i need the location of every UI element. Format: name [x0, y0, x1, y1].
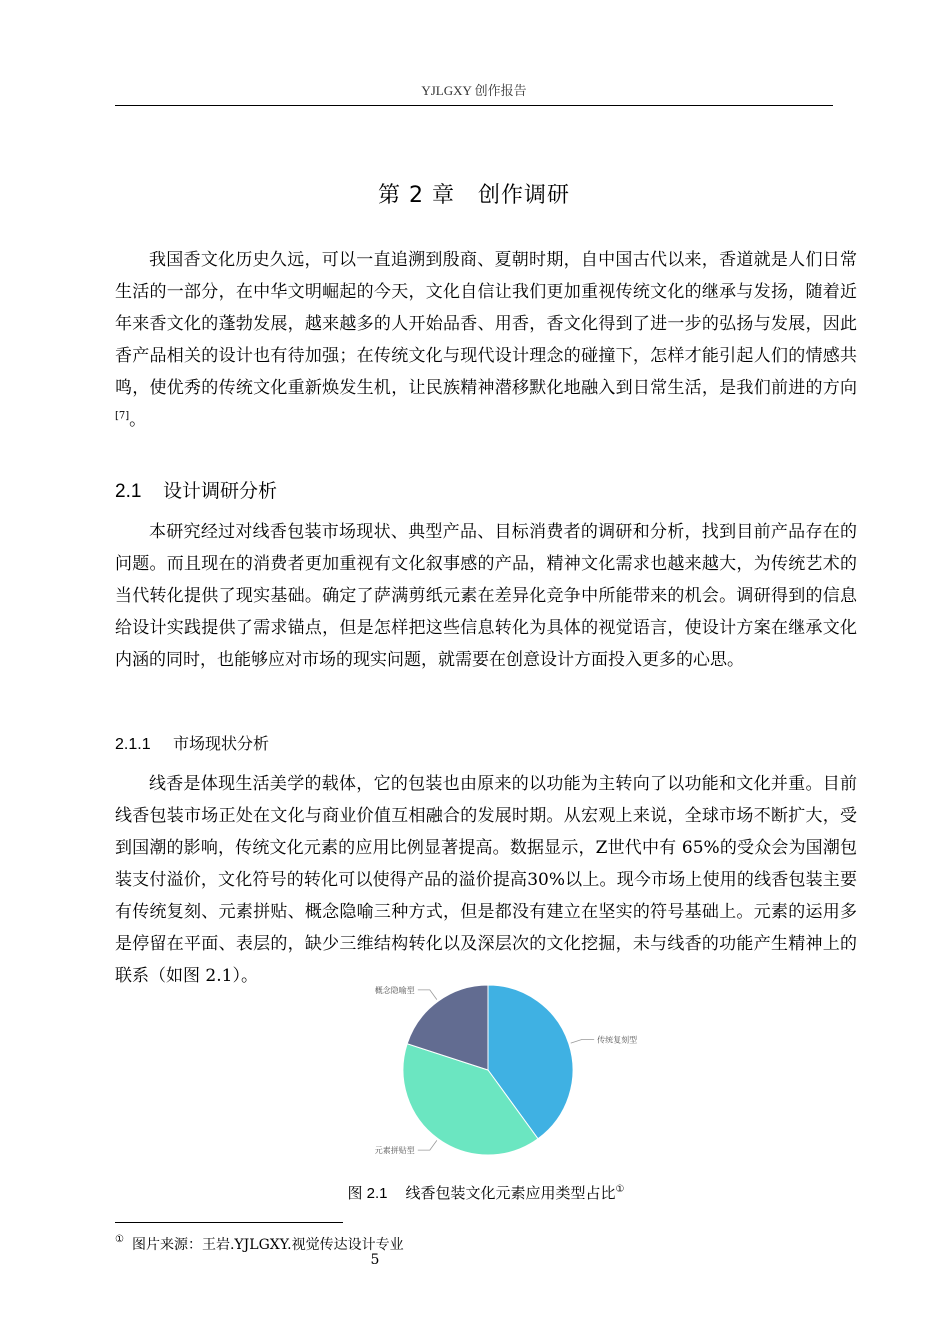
section-title: 设计调研分析: [163, 480, 278, 502]
pie-leader-line-2: [418, 990, 437, 1000]
pie-leader-line-0: [571, 1039, 594, 1043]
figure-caption: [115, 1182, 857, 1203]
footnote-text: 图片来源：王岩.YJLGXY.视觉传达设计专业: [131, 1237, 404, 1253]
subsection-heading: [115, 731, 269, 754]
pie-label-2: 概念隐喻型: [374, 985, 415, 995]
footnote-divider: [115, 1222, 343, 1223]
intro-tail: 。: [129, 410, 147, 430]
pie-leader-line-1: [418, 1140, 437, 1150]
subsection-number: 2.1.1: [115, 736, 151, 753]
running-header: YJLGXY 创作报告: [421, 83, 527, 98]
intro-text: 我国香文化历史久远，可以一直追溯到殷商、夏朝时期，自中国古代以来，香道就是人们日常生活的一部分，在中华文明崛起的今天，文化自信让我们更加重视传统文化的继承与发扬，随着近年来香文化的蓬勃发展，越来越多的人开始品香、用香，香文化得到了进一步的弘扬与发展，因此香产品相关的设计也有待加强；在传统文化与现代设计理念的碰撞下，怎样才能引起人们的情感共鸣，使优秀的传统文化重新焕发生机，让民族精神潜移默化地融入到日常生活，是我们前进的方向: [115, 250, 857, 398]
pie-label-0: 传统复刻型: [597, 1035, 638, 1045]
subsection-title: 市场现状分析: [173, 734, 270, 753]
pie-chart: [355, 982, 675, 1162]
chapter-title: 第 2 章 创作调研: [378, 183, 570, 208]
header-divider: [115, 105, 833, 106]
page-number: 5: [370, 1252, 380, 1268]
figure-footnote-mark[interactable]: ①: [615, 1184, 625, 1195]
pie-label-1: 元素拼贴型: [374, 1146, 415, 1156]
figure-number: 图 2.1: [347, 1185, 388, 1202]
subsection-paragraph: 线香是体现生活美学的载体，它的包装也由原来的以功能为主转向了以功能和文化并重。目前线香包装市场正处在文化与商业价值互相融合的发展时期。从宏观上来说，全球市场不断扩大，受到国潮的影响，传统文化元素的应用比例显著提高。数据显示，Z世代中有 65%的受众会为国潮包装支付溢价，文化符号的转化可以使得产品的溢价提高30%以上。现今市场上使用的线香包装主要有传统复刻、元素拼贴、概念隐喻三种方式，但是都没有建立在坚实的符号基础上。元素的运用多是停留在平面、表层的，缺少三维结构转化以及深层次的文化挖掘，未与线香的功能产生精神上的联系（如图 2.1）。: [115, 774, 857, 986]
section-paragraph: 本研究经过对线香包装市场现状、典型产品、目标消费者的调研和分析，找到目前产品存在的问题。而且现在的消费者更加重视有文化叙事感的产品，精神文化需求也越来越大，为传统艺术的当代转化提供了现实基础。确定了萨满剪纸元素在差异化竞争中所能带来的机会。调研得到的信息给设计实践提供了需求锚点，但是怎样把这些信息转化为具体的视觉语言，使设计方案在继承文化内涵的同时，也能够应对市场的现实问题，就需要在创意设计方面投入更多的心思。: [115, 522, 857, 670]
intro-paragraph: [115, 244, 857, 436]
footnote-mark: ①: [115, 1234, 124, 1245]
footnote: [115, 1234, 404, 1254]
section-heading: [115, 476, 277, 503]
citation-ref[interactable]: [7]: [115, 410, 130, 422]
section-number: 2.1: [115, 481, 142, 502]
figure-caption-text: 线香包装文化元素应用类型占比: [405, 1184, 616, 1202]
